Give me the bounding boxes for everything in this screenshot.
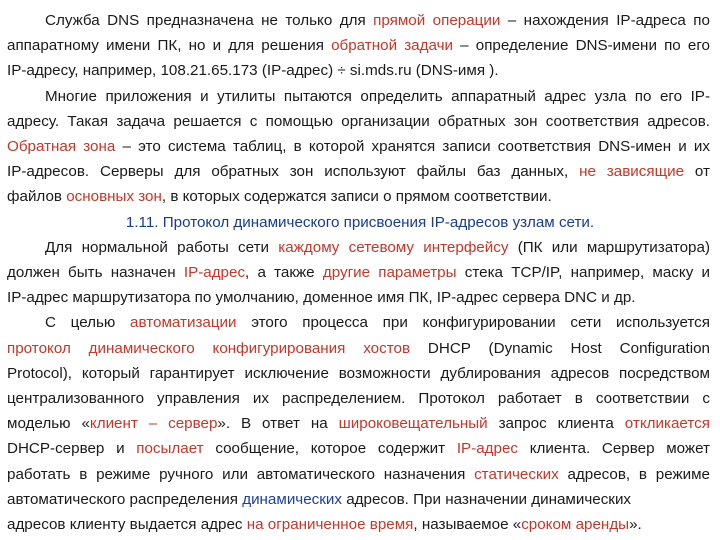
- highlighted-term: сроком аренды: [521, 516, 630, 533]
- highlighted-term: IP-адрес: [456, 440, 519, 458]
- highlighted-term: IP-адрес: [183, 264, 246, 281]
- text-segment: сообщение, которое содержит: [203, 440, 457, 458]
- text-segment: , а также: [245, 264, 323, 281]
- text-line: [7, 361, 710, 386]
- text-line: [45, 310, 710, 335]
- text-segment: 1.11. Протокол динамического присвоения IP-адресов узлам сети.: [125, 213, 595, 231]
- text-segment: , в которых содержатся записи о прямом соответствии.: [161, 188, 552, 206]
- text-segment: Для нормальной работы сети: [45, 238, 279, 256]
- text-segment: должен быть назначен: [7, 264, 184, 281]
- text-line: [7, 184, 710, 209]
- text-segment: автоматического распределения: [7, 490, 243, 508]
- text-segment: ».: [629, 516, 642, 533]
- text-segment: С целью: [45, 314, 131, 332]
- text-segment: файлов: [7, 188, 67, 206]
- text-line: [7, 58, 710, 83]
- highlighted-term: другие параметры: [322, 264, 457, 281]
- text-segment: аппаратному имени ПК, но и для решения: [7, 37, 332, 55]
- section-heading: [0, 210, 720, 235]
- highlighted-term: широковещательный: [338, 415, 488, 433]
- text-segment: адресов, в режиме: [558, 465, 710, 483]
- text-line: [7, 109, 710, 134]
- highlighted-term: прямой операции: [373, 12, 501, 29]
- text-segment: IP-адрес маршрутизатора по умолчанию, доменное имя ПК, IP-адрес сервера DNC и др.: [7, 289, 636, 307]
- text-segment: – определение DNS-имени по его: [453, 37, 711, 55]
- text-line: [7, 512, 710, 537]
- text-segment: IP-адресов. Серверы для обратных зон используют файлы баз данных,: [7, 163, 580, 181]
- text-line: [7, 462, 710, 487]
- text-line: [7, 285, 710, 310]
- highlighted-term: основных зон: [66, 188, 162, 206]
- highlighted-term: посылает: [136, 440, 204, 458]
- highlighted-term: на ограниченное время: [246, 516, 414, 533]
- highlighted-term: протокол динамического конфигурирования хостов: [7, 339, 411, 357]
- text-segment: , называемое «: [413, 516, 522, 533]
- text-segment: от: [684, 163, 710, 181]
- text-line: [7, 260, 710, 285]
- text-segment: клиента. Сервер может: [518, 440, 710, 458]
- text-segment: запрос клиента: [487, 415, 625, 433]
- text-segment: адресу. Такая задача решается с помощью организации обратных зон соответствия адресов.: [7, 112, 710, 130]
- text-segment: адресов. При назначении динамических: [341, 490, 632, 508]
- highlighted-term: статических: [474, 465, 559, 483]
- highlighted-term: обратной задачи: [331, 37, 453, 55]
- text-line: [45, 8, 710, 33]
- text-line: [7, 134, 710, 159]
- text-line: [7, 336, 710, 361]
- text-segment: Многие приложения и утилиты пытаются определить аппаратный адрес узла по его IP-: [45, 87, 710, 105]
- text-line: [7, 159, 710, 184]
- text-segment: – нахождения IP-адреса по: [500, 12, 710, 29]
- text-segment: централизованного управления их распределением. Протокол работает в соответствии с: [7, 390, 710, 407]
- highlighted-term: не зависящие: [579, 163, 685, 181]
- text-line: [45, 84, 710, 109]
- highlighted-term: откликается: [624, 415, 710, 433]
- highlighted-term: динамических: [242, 490, 342, 508]
- text-segment: этого процесса при конфигурировании сети используется: [236, 314, 710, 332]
- highlighted-term: каждому сетевому интерфейсу: [278, 238, 509, 256]
- highlighted-term: Обратная зона: [7, 138, 116, 155]
- text-line: [7, 33, 710, 58]
- text-line: [7, 386, 710, 411]
- text-line: [7, 436, 710, 461]
- text-segment: стека TCP/IP, например, маску и: [456, 264, 710, 281]
- text-segment: – это система таблиц, в которой хранятся записи соответствия DNS-имен и их: [115, 138, 710, 155]
- text-segment: моделью «: [7, 415, 90, 433]
- text-segment: ». В ответ на: [217, 415, 339, 433]
- highlighted-term: клиент – сервер: [89, 415, 218, 433]
- text-segment: адресов клиенту выдается адрес: [7, 516, 247, 533]
- text-line: [7, 487, 710, 512]
- text-segment: Служба DNS предназначена не только для: [45, 12, 374, 29]
- text-segment: DHCP (Dynamic Host Configuration: [410, 339, 710, 357]
- text-line: [45, 235, 710, 260]
- text-segment: Protocol), который гарантирует исключение возможности дублирования адресов посредством: [7, 364, 710, 382]
- text-segment: DHCP-сервер и: [7, 440, 137, 458]
- highlighted-term: автоматизации: [130, 314, 237, 332]
- text-segment: (ПК или маршрутизатора): [508, 238, 710, 256]
- text-segment: IP-адресу, например, 108.21.65.173 (IP-адрес) ÷ si.mds.ru (DNS-имя ).: [7, 62, 499, 80]
- text-segment: работать в режиме ручного или автоматического назначения: [7, 465, 475, 483]
- text-line: [7, 411, 710, 436]
